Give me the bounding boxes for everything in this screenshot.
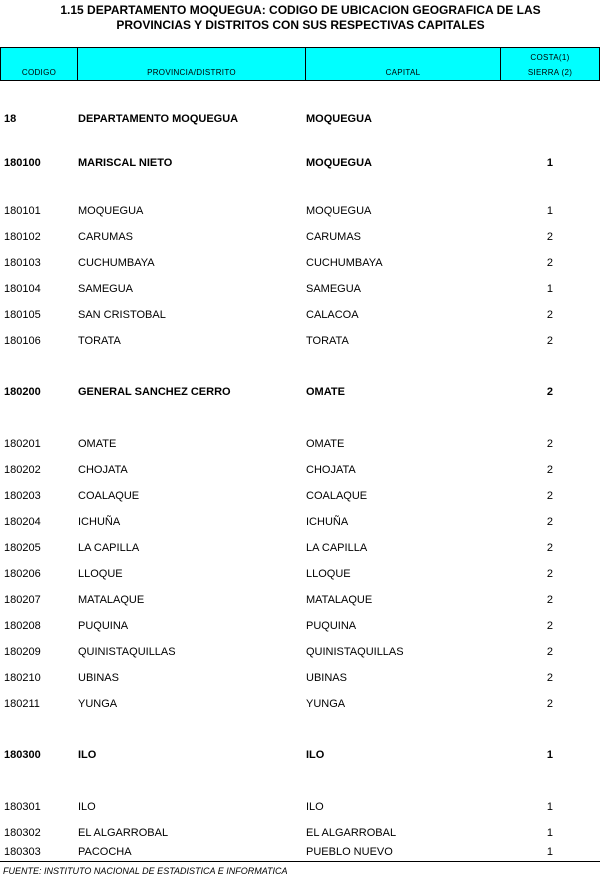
row-region: 2 (546, 620, 553, 632)
row-capital: OMATE (306, 438, 345, 450)
row-capital: ILO (306, 801, 324, 813)
table-row (0, 308, 601, 322)
row-capital: LA CAPILLA (306, 542, 368, 554)
row-code: 180106 (4, 335, 41, 347)
row-capital: EL ALGARROBAL (306, 827, 397, 839)
row-region: 2 (546, 698, 553, 710)
row-name: ILO (78, 749, 97, 761)
row-capital: ICHUÑA (306, 516, 349, 528)
header-provincia: PROVINCIA/DISTRITO (78, 48, 306, 80)
row-capital: TORATA (306, 335, 349, 347)
row-name: TORATA (78, 335, 121, 347)
row-name: GENERAL SANCHEZ CERRO (78, 386, 231, 398)
row-name: LA CAPILLA (78, 542, 140, 554)
row-code: 180209 (4, 646, 41, 658)
table-row (0, 593, 601, 607)
row-capital: MOQUEGUA (306, 113, 372, 125)
row-code: 180204 (4, 516, 41, 528)
row-region: 2 (546, 438, 553, 450)
table-row (0, 437, 601, 451)
row-code: 180203 (4, 490, 41, 502)
table-row (0, 256, 601, 270)
row-name: SAMEGUA (78, 283, 134, 295)
row-name: ILO (78, 801, 96, 813)
row-region: 2 (546, 646, 553, 658)
row-capital: PUQUINA (306, 620, 357, 632)
table-row (0, 826, 601, 840)
header-capital: CAPITAL (306, 48, 501, 80)
row-code: 180206 (4, 568, 41, 580)
row-region: 2 (546, 542, 553, 554)
row-region: 1 (546, 749, 553, 761)
table-row (0, 697, 601, 711)
row-capital: MATALAQUE (306, 594, 373, 606)
row-name: DEPARTAMENTO MOQUEGUA (78, 113, 239, 125)
row-name: CARUMAS (78, 231, 134, 243)
row-code: 180200 (4, 386, 41, 398)
table-row (0, 541, 601, 555)
row-code: 180202 (4, 464, 41, 476)
row-region: 1 (546, 846, 553, 858)
row-capital: OMATE (306, 386, 345, 398)
row-code: 180101 (4, 205, 41, 217)
row-region: 2 (546, 464, 553, 476)
row-code: 180100 (4, 157, 41, 169)
row-name: EL ALGARROBAL (78, 827, 169, 839)
row-region: 2 (546, 335, 553, 347)
row-region: 1 (546, 283, 553, 295)
table-row (0, 204, 601, 218)
row-capital: MOQUEGUA (306, 205, 372, 217)
row-code: 180301 (4, 801, 41, 813)
header-codigo: CODIGO (1, 48, 78, 80)
row-code: 180300 (4, 749, 41, 761)
row-code: 180205 (4, 542, 41, 554)
table-row (0, 230, 601, 244)
row-code: 180207 (4, 594, 41, 606)
row-capital: CUCHUMBAYA (306, 257, 383, 269)
table-row (0, 845, 601, 859)
row-capital: COALAQUE (306, 490, 368, 502)
row-code: 180201 (4, 438, 41, 450)
row-capital: CALACOA (306, 309, 359, 321)
row-name: CHOJATA (78, 464, 128, 476)
table-row (0, 515, 601, 529)
row-code: 180303 (4, 846, 41, 858)
row-code: 180103 (4, 257, 41, 269)
row-name: CUCHUMBAYA (78, 257, 155, 269)
row-region: 2 (546, 672, 553, 684)
row-name: COALAQUE (78, 490, 140, 502)
table-row (0, 489, 601, 503)
table-row (0, 385, 601, 399)
table-row (0, 282, 601, 296)
row-capital: CHOJATA (306, 464, 356, 476)
row-name: SAN CRISTOBAL (78, 309, 166, 321)
table-row (0, 567, 601, 581)
row-code: 180302 (4, 827, 41, 839)
row-name: MARISCAL NIETO (78, 157, 173, 169)
row-region: 1 (546, 801, 553, 813)
source-footer: FUENTE: INSTITUTO NACIONAL DE ESTADISTICA E INFORMATICA (3, 866, 288, 876)
row-code: 180105 (4, 309, 41, 321)
row-name: PACOCHA (78, 846, 132, 858)
row-region: 2 (546, 309, 553, 321)
table-row (0, 156, 601, 170)
row-region: 2 (546, 490, 553, 502)
table-row (0, 748, 601, 762)
table-row (0, 619, 601, 633)
row-name: OMATE (78, 438, 117, 450)
row-name: UBINAS (78, 672, 119, 684)
row-capital: MOQUEGUA (306, 157, 372, 169)
table-row (0, 645, 601, 659)
row-name: YUNGA (78, 698, 118, 710)
row-capital: QUINISTAQUILLAS (306, 646, 404, 658)
row-capital: UBINAS (306, 672, 347, 684)
title-line-2: PROVINCIAS Y DISTRITOS CON SUS RESPECTIVAS CAPITALES (116, 18, 485, 32)
table-row (0, 463, 601, 477)
row-region: 1 (546, 157, 553, 169)
row-code: 180211 (4, 698, 40, 710)
row-region: 2 (546, 386, 553, 398)
table-row (0, 800, 601, 814)
row-region: 2 (546, 257, 553, 269)
row-name: QUINISTAQUILLAS (78, 646, 176, 658)
row-capital: ILO (306, 749, 325, 761)
row-region: 2 (546, 568, 553, 580)
bottom-rule (0, 861, 600, 862)
table-row (0, 112, 601, 126)
row-name: ICHUÑA (78, 516, 121, 528)
row-code: 180208 (4, 620, 41, 632)
table-row (0, 671, 601, 685)
row-region: 1 (546, 205, 553, 217)
row-name: PUQUINA (78, 620, 129, 632)
row-name: LLOQUE (78, 568, 123, 580)
table-row (0, 334, 601, 348)
row-region: 2 (546, 231, 553, 243)
row-region: 2 (546, 516, 553, 528)
row-code: 180102 (4, 231, 41, 243)
header-region: COSTA(1) SIERRA (2) (527, 53, 573, 77)
row-capital: LLOQUE (306, 568, 351, 580)
row-code: 18 (4, 113, 17, 125)
row-capital: PUEBLO NUEVO (306, 846, 393, 858)
page-title (0, 3, 601, 33)
row-capital: YUNGA (306, 698, 346, 710)
row-capital: SAMEGUA (306, 283, 362, 295)
row-name: MATALAQUE (78, 594, 145, 606)
row-code: 180104 (4, 283, 41, 295)
row-region: 2 (546, 594, 553, 606)
row-region: 1 (546, 827, 553, 839)
row-code: 180210 (4, 672, 41, 684)
row-capital: CARUMAS (306, 231, 362, 243)
title-line-1: 1.15 DEPARTAMENTO MOQUEGUA: CODIGO DE UBICACION GEOGRAFICA DE LAS (60, 3, 541, 17)
table-header (0, 47, 600, 81)
row-name: MOQUEGUA (78, 205, 144, 217)
